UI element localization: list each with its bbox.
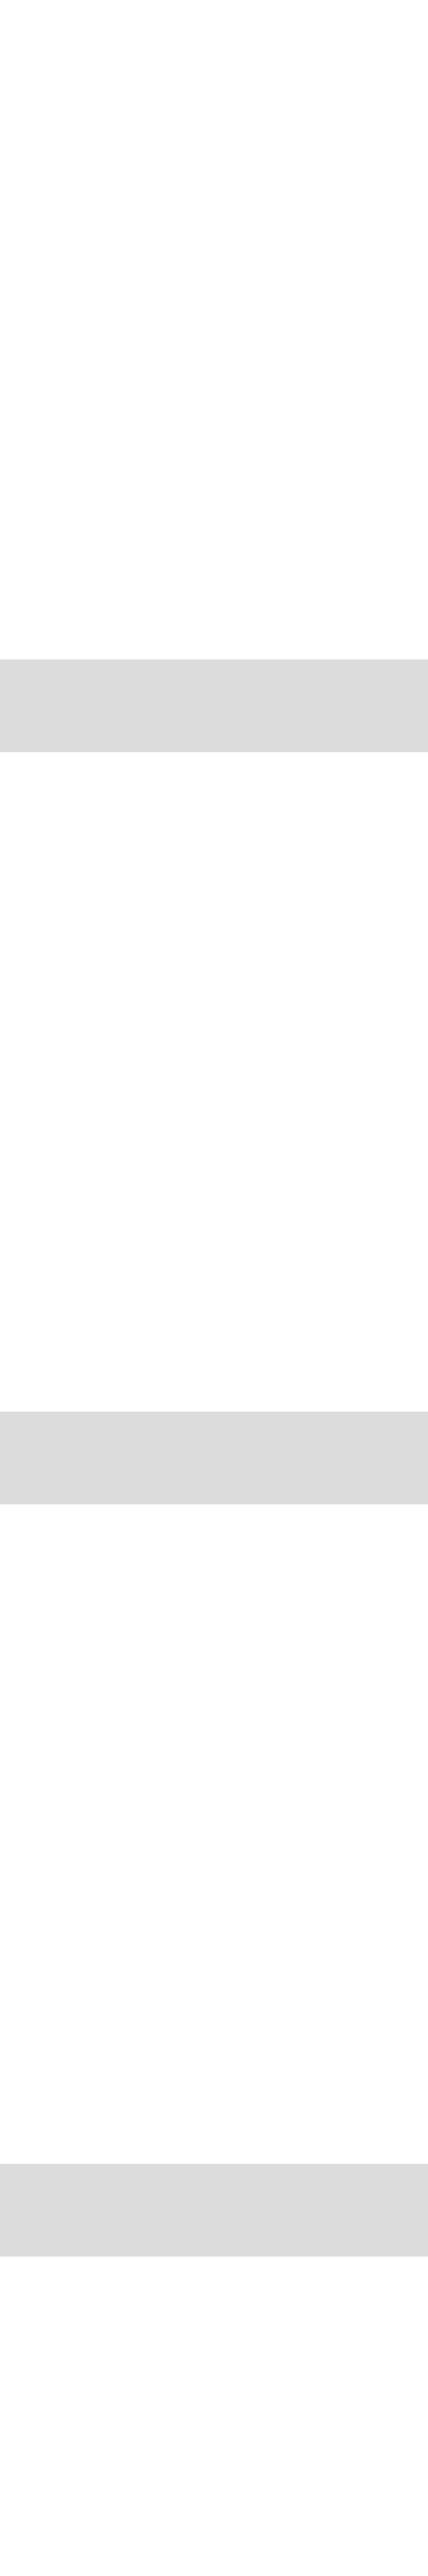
document-page-1 [0, 0, 428, 659]
document-page-3 [0, 1504, 428, 2164]
document-page-4 [0, 2257, 428, 2576]
document-page-2 [0, 752, 428, 1412]
